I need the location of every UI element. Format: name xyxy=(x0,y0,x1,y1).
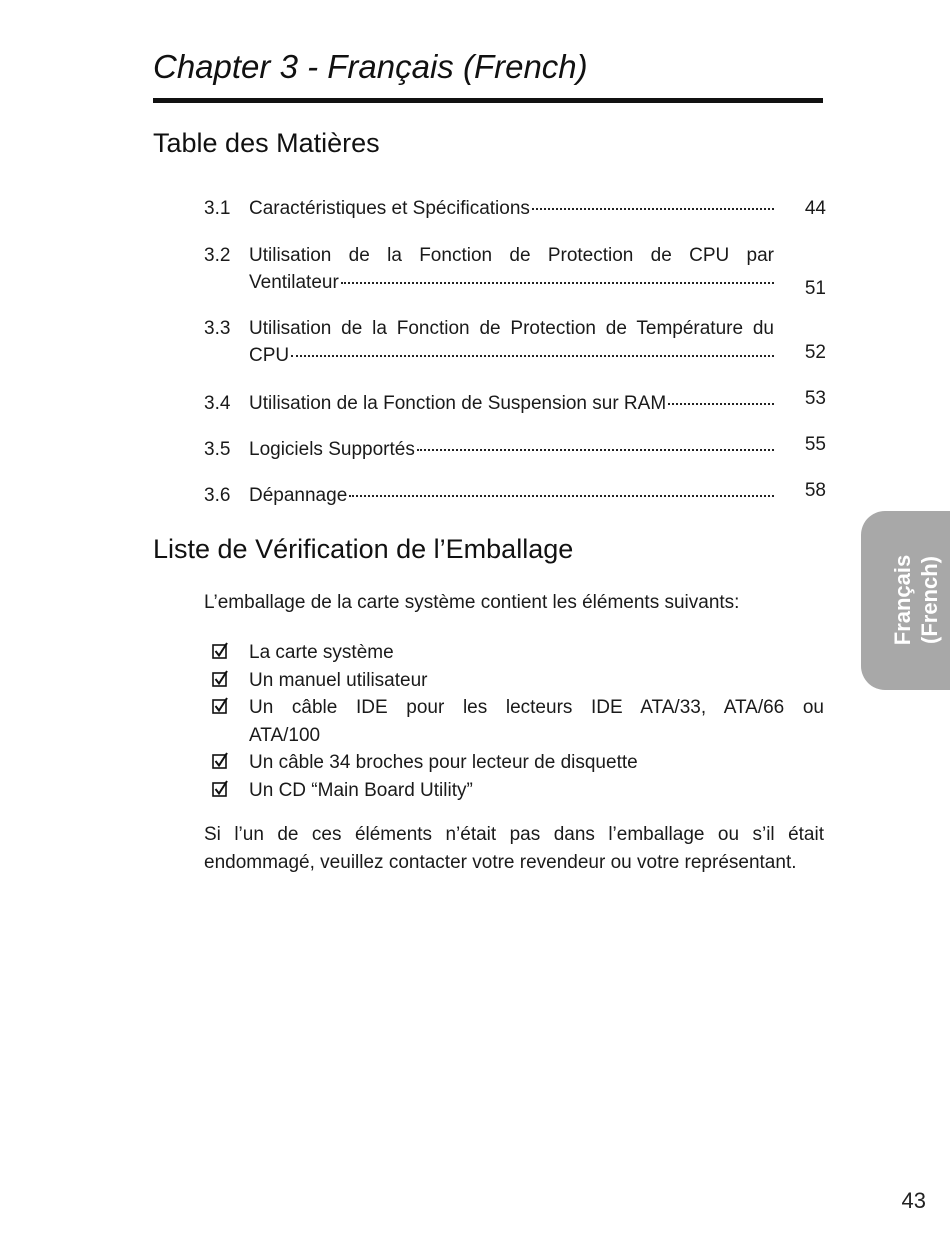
list-item xyxy=(212,694,824,749)
toc-label-continued: CPU xyxy=(249,345,290,366)
toc-leader xyxy=(349,494,774,497)
toc-page: 52 xyxy=(804,342,826,363)
language-side-tab[interactable] xyxy=(861,511,950,690)
toc-leader xyxy=(668,402,774,405)
packing-checklist xyxy=(212,639,824,804)
checkbox-checked-icon xyxy=(212,670,228,690)
page-number: 43 xyxy=(901,1188,926,1213)
chapter-rule xyxy=(153,98,823,103)
checkbox-checked-icon xyxy=(212,642,228,662)
side-tab-line2: (French) xyxy=(917,556,942,644)
checkbox-checked-icon xyxy=(212,752,228,772)
checkbox-checked-icon xyxy=(212,697,228,717)
toc-number: 3.2 xyxy=(204,245,231,266)
list-item-text-continued: ATA/100 xyxy=(249,724,321,746)
list-item-text: La carte système xyxy=(249,642,394,663)
toc-leader xyxy=(532,207,774,210)
toc-number: 3.1 xyxy=(204,198,231,219)
list-item xyxy=(212,667,824,695)
toc-label: Utilisation de la Fonction de Protection de CPU par xyxy=(249,245,774,266)
toc-number: 3.6 xyxy=(204,485,231,506)
toc-page: 44 xyxy=(804,198,826,219)
toc-heading: Table des Matières xyxy=(153,128,380,158)
toc-page: 58 xyxy=(804,480,826,501)
toc-label: Dépannage xyxy=(249,485,348,506)
toc-label: Utilisation de la Fonction de Suspension sur RAM xyxy=(249,393,667,414)
checkbox-checked-icon xyxy=(212,780,228,800)
list-item xyxy=(212,749,824,777)
toc-leader xyxy=(291,354,774,357)
toc-leader xyxy=(341,281,774,284)
side-tab-label xyxy=(889,515,943,685)
toc-label: Logiciels Supportés xyxy=(249,439,415,460)
toc-label: Utilisation de la Fonction de Protection de Température du xyxy=(249,318,774,339)
side-tab-line1: Français xyxy=(890,554,915,646)
chapter-title: Chapter 3 - Français (French) xyxy=(153,48,588,85)
packing-closing-note: Si l’un de ces éléments n’était pas dans l’emballage ou s’il était endommagé, veuillez contacter votre revendeur ou votre représentant. xyxy=(204,824,824,873)
toc-label-continued: Ventilateur xyxy=(249,272,339,293)
list-item-text: Un câble 34 broches pour lecteur de disquette xyxy=(249,752,638,773)
toc-number: 3.3 xyxy=(204,318,231,339)
toc-leader xyxy=(417,448,774,451)
toc-page: 51 xyxy=(804,278,826,299)
toc-number: 3.4 xyxy=(204,393,231,414)
toc-number: 3.5 xyxy=(204,439,231,460)
toc-page: 53 xyxy=(804,388,826,409)
toc-page: 55 xyxy=(804,434,826,455)
packing-intro: L’emballage de la carte système contient les éléments suivants: xyxy=(204,592,740,613)
list-item xyxy=(212,777,824,805)
list-item-text: Un manuel utilisateur xyxy=(249,669,428,691)
toc-label: Caractéristiques et Spécifications xyxy=(249,198,530,219)
list-item-text: Un câble IDE pour les lecteurs IDE ATA/33, ATA/66 ou xyxy=(249,697,824,718)
list-item xyxy=(212,639,824,667)
list-item-text: Un CD “Main Board Utility” xyxy=(249,779,473,801)
packing-heading: Liste de Vérification de l’Emballage xyxy=(153,534,574,564)
